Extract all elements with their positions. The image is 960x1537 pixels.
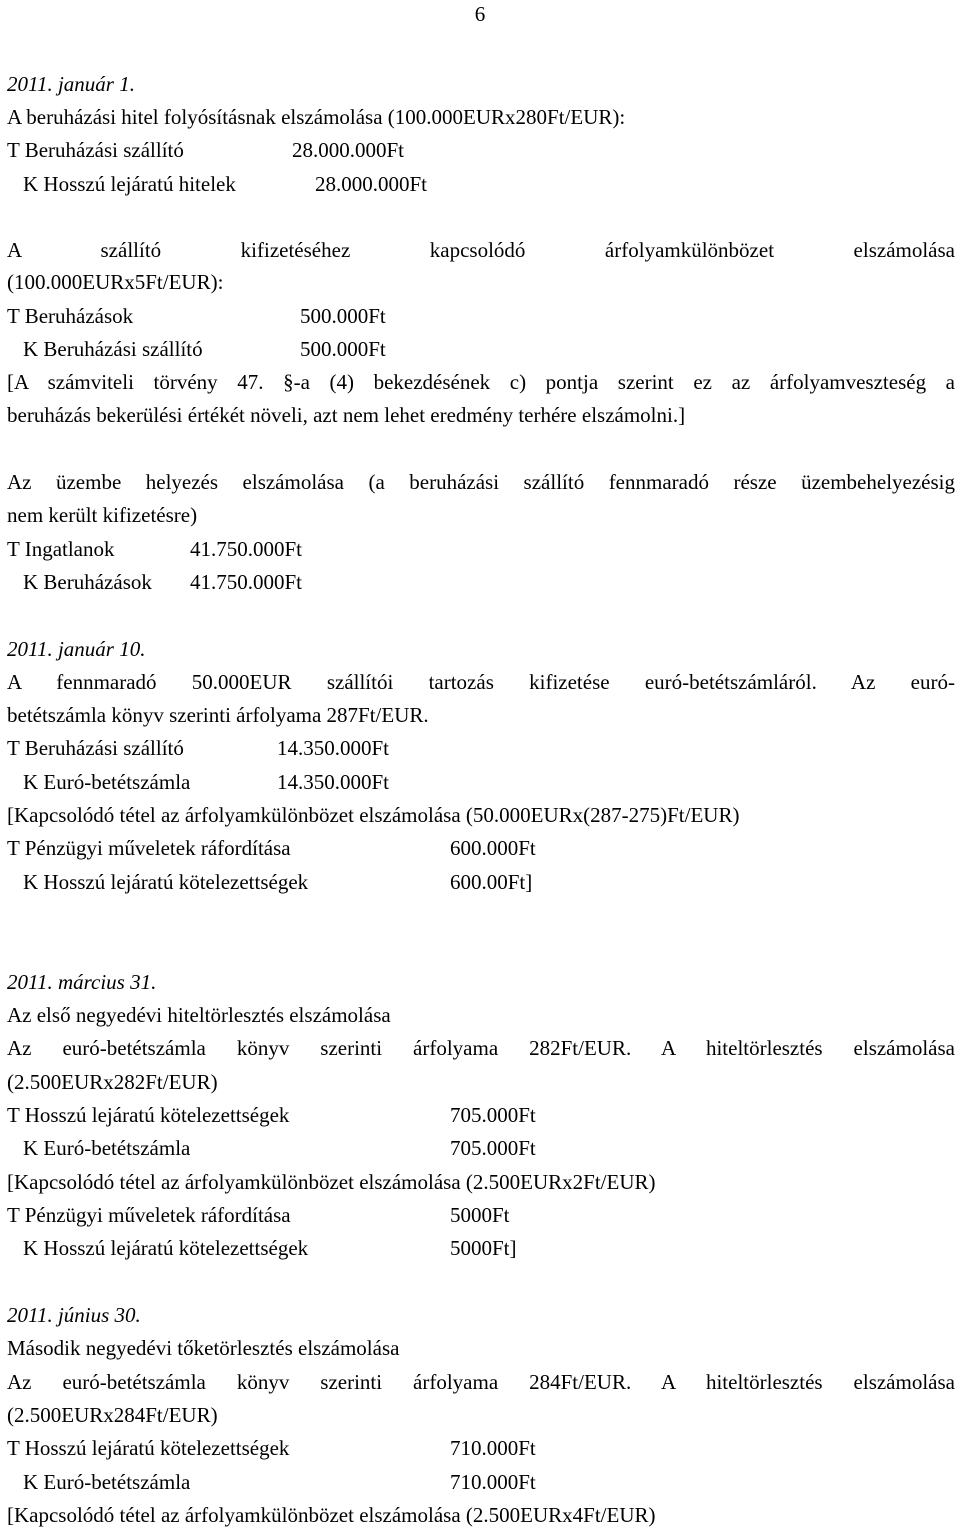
paragraph-line: A beruházási hitel folyósításnak elszámolása (100.000EURx280Ft/EUR): (7, 105, 626, 129)
date-heading: 2011. március 31. (7, 970, 157, 994)
entry-amount: 710.000Ft (450, 1470, 536, 1494)
entry-account: K Hosszú lejáratú hitelek (23, 172, 236, 196)
paragraph-line: (2.500EURx282Ft/EUR) (7, 1070, 218, 1094)
paragraph-line: A szállító kifizetéséhez kapcsolódó árfolyamkülönbözet elszámolása (7, 238, 955, 262)
journal-entry (7, 1470, 955, 1495)
entry-account: K Beruházási szállító (23, 337, 203, 361)
section-title: Második negyedévi tőketörlesztés elszámolása (7, 1336, 400, 1360)
journal-entry (7, 570, 955, 595)
date-heading: 2011. január 1. (7, 72, 135, 96)
entry-amount: 28.000.000Ft (292, 138, 405, 162)
entry-amount: 14.350.000Ft (277, 736, 390, 760)
journal-entry (7, 1136, 955, 1161)
related-entry-title: [Kapcsolódó tétel az árfolyamkülönbözet elszámolása (50.000EURx(287-275)Ft/EUR) (7, 803, 740, 827)
entry-amount: 5000Ft (450, 1203, 510, 1227)
date-heading: 2011. június 30. (7, 1303, 141, 1327)
note-line: beruházás bekerülési értékét növeli, azt nem lehet eredmény terhére elszámolni.] (7, 403, 686, 427)
entry-amount: 5000Ft] (450, 1236, 517, 1260)
entry-account: K Hosszú lejáratú kötelezettségek (23, 870, 309, 894)
journal-entry (7, 337, 955, 362)
journal-entry (7, 537, 955, 562)
journal-entry (7, 836, 955, 861)
journal-entry (7, 304, 955, 329)
entry-amount: 41.750.000Ft (190, 570, 303, 594)
entry-amount: 600.000Ft (450, 836, 536, 860)
entry-amount: 14.350.000Ft (277, 770, 390, 794)
entry-account: K Euró-betétszámla (23, 770, 191, 794)
related-entry-title: [Kapcsolódó tétel az árfolyamkülönbözet elszámolása (2.500EURx2Ft/EUR) (7, 1170, 656, 1194)
journal-entry (7, 770, 955, 795)
paragraph-line: (100.000EURx5Ft/EUR): (7, 270, 224, 294)
entry-account: T Hosszú lejáratú kötelezettségek (7, 1436, 290, 1460)
entry-account: T Ingatlanok (7, 537, 115, 561)
entry-account: T Pénzügyi műveletek ráfordítása (7, 836, 291, 860)
entry-amount: 500.000Ft (300, 337, 386, 361)
entry-amount: 41.750.000Ft (190, 537, 303, 561)
paragraph-line: A fennmaradó 50.000EUR szállítói tartozás kifizetése euró-betétszámláról. Az euró- (7, 670, 955, 694)
entry-account: K Hosszú lejáratú kötelezettségek (23, 1236, 309, 1260)
entry-account: T Beruházások (7, 304, 134, 328)
entry-account: T Hosszú lejáratú kötelezettségek (7, 1103, 290, 1127)
entry-account: K Euró-betétszámla (23, 1470, 191, 1494)
journal-entry (7, 870, 955, 895)
journal-entry (7, 1203, 955, 1228)
journal-entry (7, 1103, 955, 1128)
entry-account: T Beruházási szállító (7, 138, 184, 162)
journal-entry (7, 172, 955, 197)
journal-entry (7, 736, 955, 761)
entry-account: K Euró-betétszámla (23, 1136, 191, 1160)
journal-entry (7, 1236, 955, 1261)
page-number: 6 (474, 2, 486, 26)
entry-amount: 500.000Ft (300, 304, 386, 328)
entry-amount: 710.000Ft (450, 1436, 536, 1460)
entry-account: T Beruházási szállító (7, 736, 184, 760)
paragraph-line: Az euró-betétszámla könyv szerinti árfolyama 284Ft/EUR. A hiteltörlesztés elszámolása (7, 1370, 955, 1394)
paragraph-line: (2.500EURx284Ft/EUR) (7, 1403, 218, 1427)
entry-amount: 705.000Ft (450, 1103, 536, 1127)
date-heading: 2011. január 10. (7, 637, 146, 661)
entry-account: T Pénzügyi műveletek ráfordítása (7, 1203, 291, 1227)
journal-entry (7, 1436, 955, 1461)
paragraph-line: nem került kifizetésre) (7, 503, 198, 527)
entry-amount: 28.000.000Ft (315, 172, 428, 196)
paragraph-line: Az euró-betétszámla könyv szerinti árfolyama 282Ft/EUR. A hiteltörlesztés elszámolása (7, 1036, 955, 1060)
related-entry-title: [Kapcsolódó tétel az árfolyamkülönbözet elszámolása (2.500EURx4Ft/EUR) (7, 1503, 656, 1527)
section-title: Az első negyedévi hiteltörlesztés elszámolása (7, 1003, 391, 1027)
paragraph-line: betétszámla könyv szerinti árfolyama 287Ft/EUR. (7, 703, 429, 727)
entry-amount: 705.000Ft (450, 1136, 536, 1160)
entry-amount: 600.00Ft] (450, 870, 533, 894)
entry-account: K Beruházások (23, 570, 152, 594)
note-line: [A számviteli törvény 47. §-a (4) bekezdésének c) pontja szerint ez az árfolyamveszteség a (7, 370, 955, 394)
journal-entry (7, 138, 955, 163)
paragraph-line: Az üzembe helyezés elszámolása (a beruházási szállító fennmaradó része üzembehelyezésig (7, 470, 955, 494)
